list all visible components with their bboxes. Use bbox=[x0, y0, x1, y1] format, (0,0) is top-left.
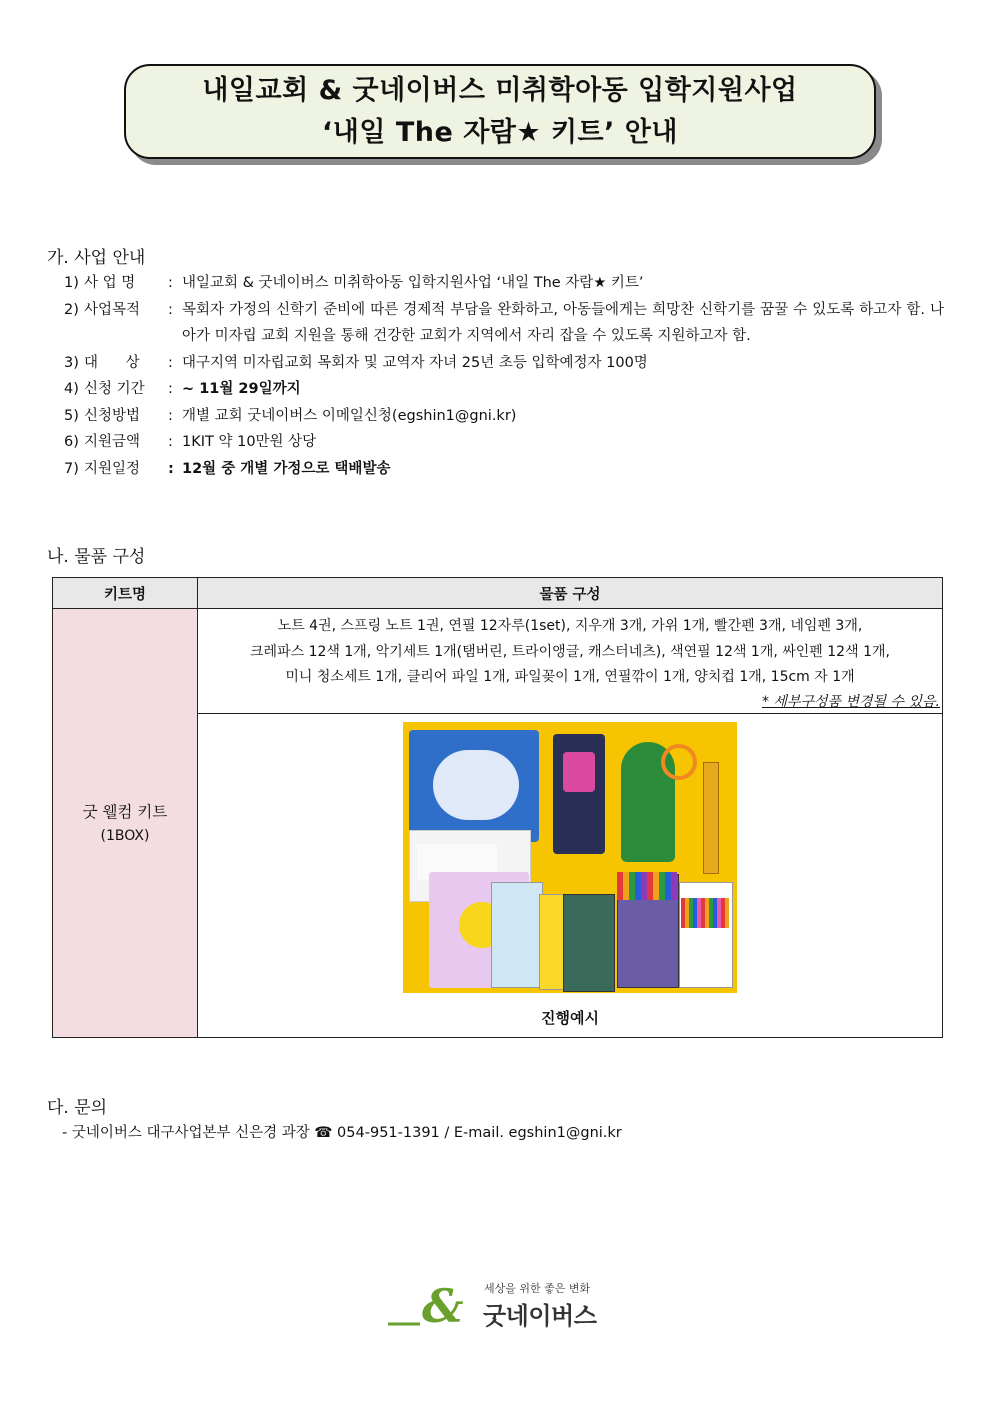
title-box bbox=[124, 64, 876, 159]
table-row bbox=[53, 609, 943, 714]
item-label: 신청 기간 bbox=[84, 381, 145, 397]
item-colon: : bbox=[168, 354, 173, 371]
list-item bbox=[64, 350, 944, 377]
kit-name-cell bbox=[53, 609, 198, 1038]
item-colon: : bbox=[168, 275, 173, 291]
item-colon: : bbox=[168, 381, 173, 397]
item-label: 사업목적 bbox=[84, 301, 141, 318]
title-line-2: ‘내일 The 자람★ 키트’ 안내 bbox=[322, 116, 678, 148]
small-notebook-image bbox=[491, 882, 543, 988]
change-note: * 세부구성품 변경될 수 있음. bbox=[761, 693, 940, 710]
kit-contents bbox=[198, 609, 942, 691]
title-panel bbox=[124, 64, 876, 159]
section-b-heading: 나. 물품 구성 bbox=[47, 547, 146, 567]
list-item bbox=[64, 376, 944, 403]
item-colon: : bbox=[168, 460, 174, 477]
column-header-kit-name: 키트명 bbox=[53, 578, 198, 609]
item-value: 12월 중 개별 가정으로 택배발송 bbox=[182, 460, 391, 477]
pencil-case-print-image bbox=[563, 752, 595, 792]
photo-cell bbox=[198, 713, 943, 1037]
item-number: 3) bbox=[64, 354, 79, 371]
contact-info: - 굿네이버스 대구사업본부 신은경 과장 ☎ 054-951-1391 / E-mail. egshin1@gni.kr bbox=[62, 1125, 622, 1141]
item-number: 6) bbox=[64, 434, 79, 450]
scissors-image bbox=[661, 744, 697, 780]
item-colon: : bbox=[168, 434, 173, 450]
list-item bbox=[64, 297, 944, 350]
section-a-heading: 가. 사업 안내 bbox=[47, 248, 146, 268]
item-value: 내일교회 & 굿네이버스 미취학아동 입학지원사업 ‘내일 The 자람★ 키트’ bbox=[182, 275, 644, 291]
column-header-contents: 물품 구성 bbox=[198, 578, 943, 609]
logo-tagline: 세상을 위한 좋은 변화 bbox=[484, 1282, 591, 1295]
logo-name: 굿네이버스 bbox=[483, 1302, 597, 1330]
item-number: 7) bbox=[64, 460, 79, 477]
item-number: 2) bbox=[64, 301, 79, 318]
item-colon: : bbox=[168, 301, 173, 318]
item-number: 4) bbox=[64, 381, 79, 397]
title-line-1: 내일교회 & 굿네이버스 미취학아동 입학지원사업 bbox=[202, 74, 798, 106]
svg-text:&: & bbox=[422, 1279, 464, 1332]
item-label: 지원일정 bbox=[84, 460, 141, 477]
kit-table bbox=[52, 577, 943, 1038]
table-header-row bbox=[53, 578, 943, 609]
item-label: 지원금액 bbox=[84, 434, 141, 450]
item-number: 1) bbox=[64, 275, 79, 291]
list-item bbox=[64, 429, 944, 456]
ruler-image bbox=[703, 762, 719, 874]
contents-line: 미니 청소세트 1개, 클리어 파일 1개, 파일꽂이 1개, 연필깎이 1개, 양치컵 1개, 15cm 자 1개 bbox=[285, 669, 855, 685]
list-item bbox=[64, 403, 944, 430]
photo-caption: 진행예시 bbox=[541, 1008, 599, 1027]
kit-photo bbox=[403, 722, 737, 993]
item-value: ~ 11월 29일까지 bbox=[182, 381, 301, 397]
section-c-heading: 다. 문의 bbox=[47, 1098, 108, 1118]
sign-pens-image bbox=[681, 898, 729, 928]
list-item bbox=[64, 270, 944, 297]
item-number: 5) bbox=[64, 407, 79, 424]
colored-pencils-image bbox=[617, 872, 677, 900]
item-value: 목회자 가정의 신학기 준비에 따른 경제적 부담을 완화하고, 아동들에게는 희망찬 신학기를 꿈꿀 수 있도록 하고자 함. 나아가 미자립 교회 지원을 통해 건강한 교회가 지역에서 자리 잡을 수 있도록 지원하고자 함. bbox=[182, 301, 944, 344]
kit-name: 굿 웰컴 키트 bbox=[82, 802, 168, 821]
item-label: 사 업 명 bbox=[84, 275, 136, 291]
kit-unit: (1BOX) bbox=[100, 827, 150, 844]
good-neighbors-logo bbox=[386, 1276, 616, 1332]
item-label: 대 상 bbox=[84, 354, 140, 371]
list-item bbox=[64, 456, 944, 483]
item-colon: : bbox=[168, 407, 173, 424]
item-label: 신청방법 bbox=[84, 407, 141, 424]
contents-line: 노트 4권, 스프링 노트 1권, 연필 12자루(1set), 지우개 3개, 가위 1개, 빨간펜 3개, 네임펜 3개, bbox=[277, 618, 863, 634]
item-value: 개별 교회 굿네이버스 이메일신청(egshin1@gni.kr) bbox=[182, 407, 517, 424]
item-value: 1KIT 약 10만원 상당 bbox=[182, 434, 317, 450]
crayon-box-image bbox=[563, 894, 615, 992]
item-value: 대구지역 미자립교회 목회자 및 교역자 자녀 25년 초등 입학예정자 100명 bbox=[182, 354, 648, 371]
logo-mark-icon bbox=[386, 1276, 476, 1332]
contents-line: 크레파스 12색 1개, 악기세트 1개(탬버린, 트라이앵글, 캐스터네츠), 색연필 12색 1개, 싸인펜 12색 1개, bbox=[250, 643, 890, 660]
tote-bag-print-image bbox=[433, 750, 519, 820]
section-a-list bbox=[64, 270, 944, 482]
kit-contents-cell bbox=[198, 609, 943, 714]
